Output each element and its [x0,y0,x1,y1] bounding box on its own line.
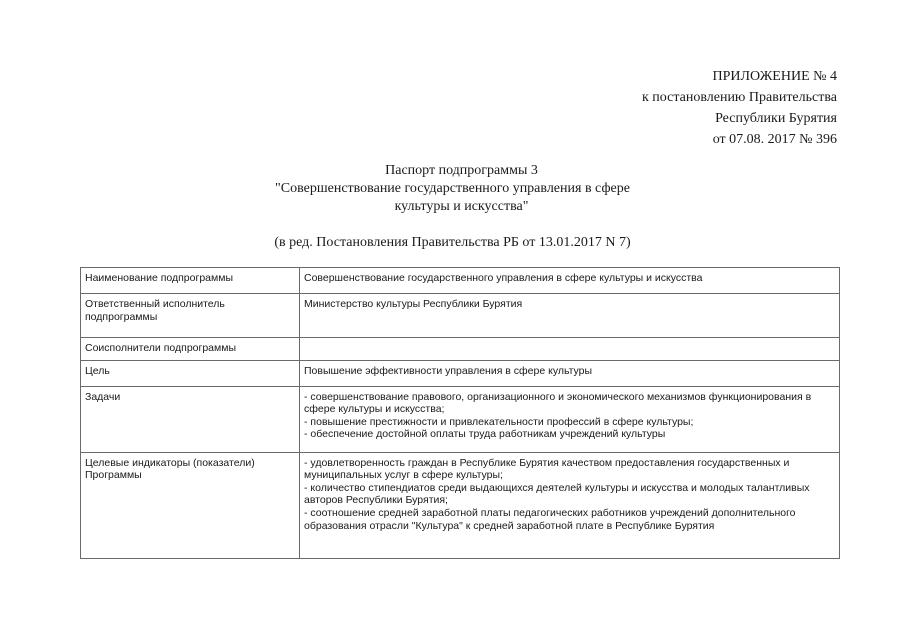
appendix-header [642,66,837,150]
row-value-line: Повышение эффективности управления в сфере культуры [304,364,593,377]
title-line-3: культуры и искусства" [394,199,529,214]
row-value-line: - совершенствование правового, организационного и экономического механизмов функционирования в сфере культуры и искусства; [304,390,812,416]
row-value [300,294,840,338]
table-row [81,338,840,361]
passport-table-body [81,268,840,559]
table-row [81,386,840,452]
document-title [0,162,905,216]
table-row [81,294,840,338]
title-line-1: Паспорт подпрограммы 3 [385,163,538,178]
appendix-republic: Республики Бурятия [715,111,837,126]
row-value [300,338,840,361]
row-value-line: - удовлетворенность граждан в Республике Бурятия качеством предоставления государственных и муниципальных услуг в сфере культуры; [304,456,790,482]
row-label: Ответственный исполнитель подпрограммы [81,294,300,338]
row-value [300,452,840,558]
appendix-number: ПРИЛОЖЕНИЕ № 4 [712,69,837,84]
table-row [81,360,840,386]
row-label: Соисполнители подпрограммы [81,338,300,361]
row-value [300,268,840,294]
appendix-date-number: от 07.08. 2017 № 396 [712,132,837,147]
row-label: Задачи [81,386,300,452]
row-value-line: - количество стипендиатов среди выдающихся деятелей культуры и искусства и молодых талантливых авторов Республики Бурятия; [304,481,810,507]
row-value-line: - обеспечение достойной оплаты труда работникам учреждений культуры [304,428,666,441]
row-label: Целевые индикаторы (показатели) Программы [81,452,300,558]
appendix-resolution-ref: к постановлению Правительства [641,90,837,105]
row-label: Наименование подпрограммы [81,268,300,294]
row-value-line: Совершенствование государственного управления в сфере культуры и искусства [304,272,703,284]
edition-note: (в ред. Постановления Правительства РБ от 13.01.2017 N 7) [274,235,631,250]
table-row [81,452,840,558]
row-value-line: Министерство культуры Республики Бурятия [304,298,523,310]
title-line-2: "Совершенствование государственного управления в сфере [275,181,630,196]
row-value-line: - повышение престижности и привлекательности профессий в сфере культуры; [304,415,694,428]
table-row [81,268,840,294]
row-value [300,360,840,386]
passport-table [80,267,840,559]
row-value-line: - соотношение средней заработной платы педагогических работников учреждений дополнительного образования отрасли "Культура" к средней заработной плате в Республике Бурятия [304,506,796,532]
row-value [300,386,840,452]
row-label: Цель [81,360,300,386]
